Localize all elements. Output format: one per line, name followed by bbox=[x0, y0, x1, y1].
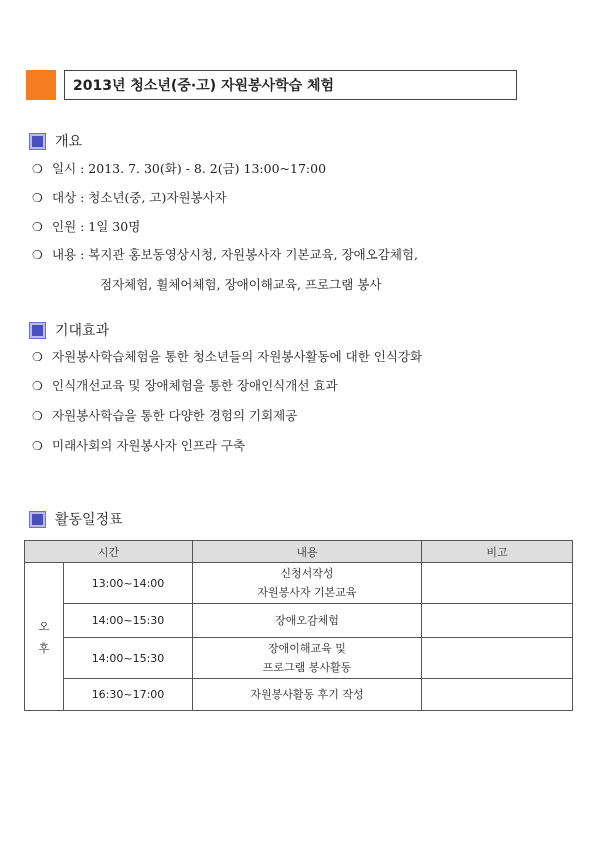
header-time: 시간 bbox=[25, 541, 193, 563]
list-item-text: 미래사회의 자원봉사자 인프라 구축 bbox=[52, 438, 246, 453]
section-square-icon bbox=[30, 323, 45, 338]
list-item-text: 일시 : 2013. 7. 30(화) - 8. 2(금) 13:00~17:00 bbox=[52, 161, 327, 176]
list-item bbox=[32, 437, 245, 455]
list-item-continuation: 점자체험, 휠체어체험, 장애이해교육, 프로그램 봉사 bbox=[100, 277, 382, 292]
list-item bbox=[32, 377, 338, 395]
table-row bbox=[25, 638, 573, 679]
time-cell: 16:30~17:00 bbox=[64, 679, 193, 711]
list-item bbox=[32, 160, 326, 178]
list-item-text: 자원봉사학습을 통한 다양한 경험의 기회제공 bbox=[52, 408, 298, 423]
time-cell: 14:00~15:30 bbox=[64, 638, 193, 679]
document-title-bar bbox=[26, 70, 517, 100]
header-note: 비고 bbox=[422, 541, 573, 563]
period-label: 오 bbox=[38, 619, 50, 633]
list-item bbox=[32, 189, 227, 207]
section-square-icon bbox=[30, 512, 45, 527]
section-title: 활동일정표 bbox=[55, 512, 123, 528]
note-cell bbox=[422, 563, 573, 604]
section-title: 개요 bbox=[55, 134, 83, 150]
section-schedule-heading bbox=[30, 509, 123, 529]
time-cell: 13:00~14:00 bbox=[64, 563, 193, 604]
table-row bbox=[25, 679, 573, 711]
circle-bullet-icon: ❍ bbox=[32, 350, 43, 364]
content-cell: 자원봉사활동 후기 작성 bbox=[193, 679, 422, 711]
table-row bbox=[25, 604, 573, 638]
section-overview-heading bbox=[30, 131, 82, 151]
list-item-text: 인식개선교육 및 장애체험을 통한 장애인식개선 효과 bbox=[52, 378, 338, 393]
orange-square-icon bbox=[26, 70, 56, 100]
content-line: 프로그램 봉사활동 bbox=[262, 661, 352, 674]
note-cell bbox=[422, 679, 573, 711]
period-cell bbox=[25, 563, 64, 711]
circle-bullet-icon: ❍ bbox=[32, 379, 43, 393]
table-row bbox=[25, 563, 573, 604]
circle-bullet-icon: ❍ bbox=[32, 191, 43, 205]
list-item bbox=[32, 246, 418, 264]
title-text: 2013년 청소년(중·고) 자원봉사학습 체험 bbox=[73, 78, 335, 94]
circle-bullet-icon: ❍ bbox=[32, 439, 43, 453]
content-cell bbox=[193, 563, 422, 604]
list-item bbox=[32, 348, 422, 366]
circle-bullet-icon: ❍ bbox=[32, 409, 43, 423]
table-header-row bbox=[25, 541, 573, 563]
time-cell: 14:00~15:30 bbox=[64, 604, 193, 638]
list-item-text: 자원봉사학습체험을 통한 청소년들의 자원봉사활동에 대한 인식강화 bbox=[52, 349, 423, 364]
header-content: 내용 bbox=[193, 541, 422, 563]
section-square-icon bbox=[30, 134, 45, 149]
content-cell bbox=[193, 638, 422, 679]
note-cell bbox=[422, 638, 573, 679]
circle-bullet-icon: ❍ bbox=[32, 162, 43, 176]
circle-bullet-icon: ❍ bbox=[32, 220, 43, 234]
content-line: 신청서작성 bbox=[280, 567, 334, 580]
list-item-text: 대상 : 청소년(중, 고)자원봉사자 bbox=[52, 190, 227, 205]
content-cell: 장애오감체험 bbox=[193, 604, 422, 638]
document-title bbox=[64, 70, 517, 100]
section-title: 기대효과 bbox=[55, 323, 110, 339]
section-effects-heading bbox=[30, 320, 109, 340]
list-item-text: 인원 : 1일 30명 bbox=[52, 219, 141, 234]
note-cell bbox=[422, 604, 573, 638]
circle-bullet-icon: ❍ bbox=[32, 248, 43, 262]
content-line: 자원봉사자 기본교육 bbox=[257, 586, 357, 599]
period-label: 후 bbox=[38, 641, 50, 655]
content-line: 장애이해교육 및 bbox=[268, 642, 346, 655]
list-item-text: 내용 : 복지관 홍보동영상시청, 자원봉사자 기본교육, 장애오감체험, bbox=[52, 247, 418, 262]
list-item bbox=[32, 218, 140, 236]
schedule-table bbox=[24, 540, 573, 711]
list-item bbox=[32, 407, 297, 425]
